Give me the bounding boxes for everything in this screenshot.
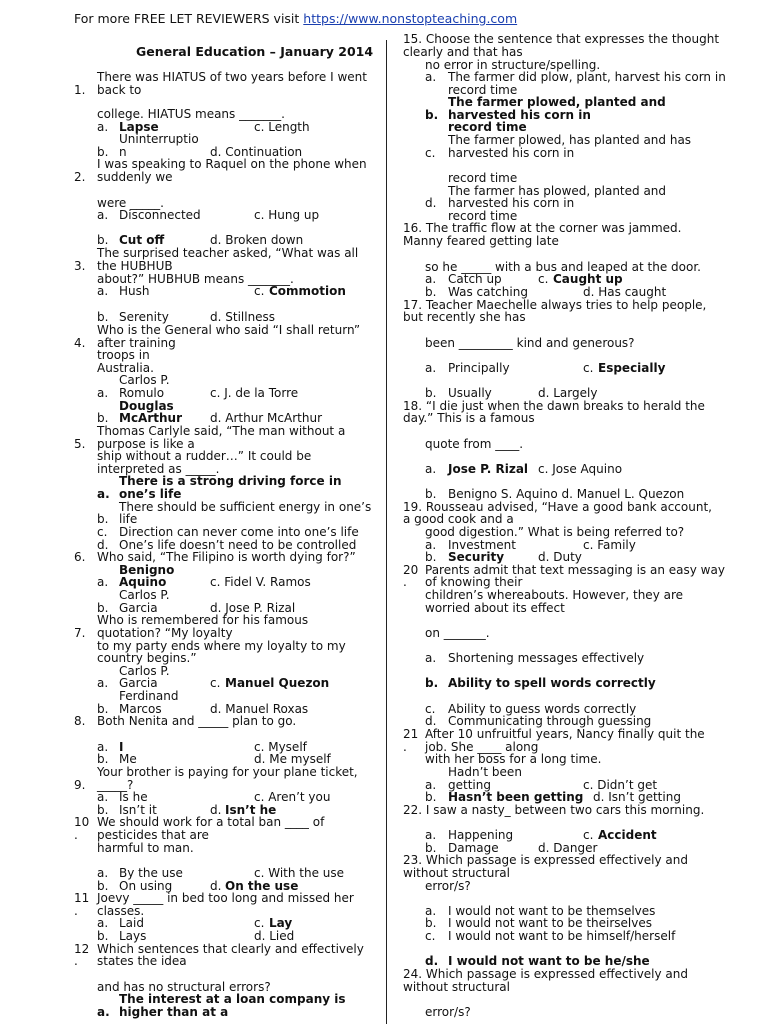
text-line: c. [254,916,265,930]
text-line: life [119,512,138,526]
text-line: purpose is like a [97,437,195,451]
text-line: b. [97,145,109,159]
text-line: n [119,145,127,159]
text-line: a. [97,916,109,930]
text-line: b. [425,386,437,400]
text-line: job. She ____ along [425,740,539,754]
text-line: without structural [403,866,510,880]
text-line: I [119,740,124,754]
text-line: were _____. [97,196,164,210]
text-line: d. Largely [538,386,598,400]
text-line: Jose P. Rizal [448,462,529,476]
text-line: children’s whereabouts. However, they are [425,588,684,602]
text-line: I would not want to be themselves [448,904,656,918]
text-line: We should work for a total ban ____ of [97,815,325,829]
text-line: but recently she has [403,310,526,324]
text-line: Hasn’t been getting [448,790,584,804]
text-line: suddenly we [97,170,173,184]
text-line: Me [119,752,137,766]
text-line: Catch up [448,272,502,286]
text-line: c. [210,676,221,690]
text-line: record time [448,209,518,223]
text-line: b. [425,285,437,299]
text-line: a. [425,462,437,476]
text-line: quote from ____. [425,437,524,451]
text-line: 8. [74,714,86,728]
text-line: Carlos P. [119,373,170,387]
text-line: c. [425,146,436,160]
text-line: a. [97,790,109,804]
text-line: d. Me myself [254,752,331,766]
text-line: a. [97,487,110,501]
text-line: higher than at a [119,1005,229,1019]
text-line: Lay [269,916,293,930]
text-line: harvested his corn in [448,146,575,160]
text-line: a. [97,676,109,690]
text-line: a. [425,778,437,792]
text-line: Investment [448,538,516,552]
text-line: Lays [119,929,147,943]
text-line: without structural [403,980,510,994]
text-line: Douglas [119,399,174,413]
text-line: Manuel Quezon [225,676,330,690]
text-line: b. [425,487,437,501]
text-line: 24. Which passage is expressed effectively and [403,967,689,981]
text-line: c. [254,284,265,298]
text-line: On using [119,879,173,893]
text-line: harvested his corn in [448,196,575,210]
text-line: a. [425,904,437,918]
text-line: error/s? [425,1005,471,1019]
text-line: d. Isn’t getting [593,790,681,804]
text-line: Who is remembered for his famous [97,613,309,627]
text-line: a. [425,272,437,286]
text-line: a. [425,361,437,375]
text-line: Carlos P. [119,664,170,678]
text-line: a. [425,651,437,665]
text-line: 3. [74,259,86,273]
text-line: 11 [74,891,90,905]
text-line: b. [425,790,437,804]
text-line: 9. [74,778,86,792]
text-line: c. Jose Aquino [538,462,623,476]
text-line: b. [97,512,109,526]
text-line: a. [97,575,109,589]
text-line: Ability to guess words correctly [448,702,637,716]
text-line: Communicating through guessing [448,714,652,728]
text-line: Australia. [97,361,154,375]
text-line: c. [583,361,594,375]
text-line: c. Aren’t you [254,790,331,804]
text-line: clearly and that has [403,45,523,59]
text-line: 17. Teacher Maechelle always tries to help people, [403,298,707,312]
text-line: Carlos P. [119,588,170,602]
text-line: Happening [448,828,514,842]
column-divider [386,40,387,1024]
text-line: error/s? [425,879,471,893]
text-line: d. Duty [538,550,582,564]
text-line: 4. [74,336,86,350]
text-line: Lapse [119,120,159,134]
text-line: states the idea [97,954,187,968]
text-line: b. [97,233,109,247]
text-line: c. [97,525,108,539]
text-line: d. Broken down [210,233,304,247]
text-line: . [74,828,78,842]
text-line: on _______. [425,626,490,640]
text-line: b. [97,310,109,324]
text-line: After 10 unfruitful years, Nancy finally quit the [425,727,705,741]
text-line: Damage [448,841,499,855]
text-line: Caught up [553,272,623,286]
text-line: Hush [119,284,150,298]
text-line: There should be sufficient energy in one’s [119,500,372,514]
text-line: a. [425,828,437,842]
text-line: Who said, “The Filipino is worth dying for?” [97,550,356,564]
text-line: Marcos [119,702,162,716]
text-line: Garcia [119,676,158,690]
text-line: after training [97,336,176,350]
text-line: The farmer has plowed, planted and [448,184,667,198]
text-line: There was HIATUS of two years before I went [97,70,367,84]
text-line: 1. [74,83,86,97]
text-line: d. [210,803,222,817]
text-line: a. [97,386,109,400]
text-line: 19. Rousseau advised, “Have a good bank account, [403,500,712,514]
text-line: country begins.” [97,651,197,665]
text-line: college. HIATUS means _______. [97,107,285,121]
text-line: d. [97,538,109,552]
text-line: Who is the General who said “I shall return” [97,323,361,337]
text-line: c. With the use [254,866,345,880]
text-line: d. Stillness [210,310,276,324]
text-line: Principally [448,361,510,375]
text-line: I would not want to be himself/herself [448,929,676,943]
text-line: no error in structure/spelling. [425,58,601,72]
text-line: By the use [119,866,183,880]
website-link[interactable]: https://www.nonstopteaching.com [303,11,518,26]
text-line: There is a strong driving force in [119,474,342,488]
text-line: Cut off [119,233,165,247]
text-line: 16. The traffic flow at the corner was jammed. [403,221,682,235]
text-line: b. [425,550,437,564]
text-line: Direction can never come into one’s life [119,525,359,539]
text-line: Hadn’t been [448,765,522,779]
text-line: Manny feared getting late [403,234,559,248]
text-line: 2. [74,170,86,184]
text-line: The surprised teacher asked, “What was all [97,246,359,260]
text-line: record time [448,83,518,97]
text-line: b. [97,411,109,425]
text-line: Which sentences that clearly and effectively [97,942,364,956]
text-line: 21 [403,727,419,741]
text-line: a. [97,866,109,880]
text-line: . [403,575,407,589]
text-line: 20 [403,563,419,577]
text-line: b. [97,702,109,716]
text-line: b. [97,752,109,766]
text-line: The farmer plowed, planted and [448,95,666,109]
text-line: 10 [74,815,90,829]
text-line: The farmer plowed, has planted and has [448,133,692,147]
text-line: c. Family [583,538,636,552]
text-line: b. [425,841,437,855]
text-line: Is he [119,790,148,804]
text-line: and has no structural errors? [97,980,271,994]
text-line: I would not want to be theirselves [448,916,652,930]
text-line: 6. [74,550,86,564]
text-line: Benigno [119,563,175,577]
text-line: c. Myself [254,740,307,754]
text-line: McArthur [119,411,182,425]
text-line: . [74,954,78,968]
text-line: so he _____ with a bus and leaped at the door. [425,260,701,274]
text-line: Parents admit that text messaging is an easy way [425,563,725,577]
text-line: c. Length [254,120,310,134]
text-line: getting [448,778,491,792]
text-line: c. Didn’t get [583,778,658,792]
text-line: a. [97,1005,110,1019]
text-line: 12 [74,942,90,956]
text-line: Especially [598,361,666,375]
text-line: b. [97,879,109,893]
text-line: with her boss for a long time. [425,752,602,766]
text-line: b. [425,916,437,930]
text-line: 22. I saw a nasty_ between two cars this morning. [403,803,705,817]
text-line: Isn’t it [119,803,157,817]
text-line: _____? [97,778,134,792]
text-line: Romulo [119,386,165,400]
text-line: One’s life doesn’t need to be controlled [119,538,357,552]
text-line: 18. “I die just when the dawn breaks to herald the [403,399,705,413]
text-line: d. Manuel Roxas [210,702,309,716]
text-line: General Education – January 2014 [136,44,374,59]
text-line: good digestion.” What is being referred to? [425,525,685,539]
text-line: c. Hung up [254,208,320,222]
text-line: Was catching [448,285,528,299]
text-line: ship without a rudder…” It could be [97,449,312,463]
text-line: worried about its effect [425,601,565,615]
text-line: harvested his corn in [448,108,591,122]
text-line: . [74,904,78,918]
text-line: Security [448,550,505,564]
text-line: been _________ kind and generous? [425,336,635,350]
text-line: pesticides that are [97,828,209,842]
text-line: classes. [97,904,145,918]
text-line: a. [97,120,109,134]
text-line: Laid [119,916,144,930]
text-line: record time [448,171,518,185]
text-line: a. [97,208,109,222]
text-line: a good cook and a [403,512,514,526]
text-line: Disconnected [119,208,201,222]
text-line: c. [425,702,436,716]
text-line: c. J. de la Torre [210,386,299,400]
text-line: I was speaking to Raquel on the phone when [97,157,367,171]
text-line: 23. Which passage is expressed effectively and [403,853,689,867]
text-line: 15. Choose the sentence that expresses the thought [403,32,720,46]
text-line: 5. [74,437,86,451]
text-line: Ferdinand [119,689,179,703]
text-line: day.” This is a famous [403,411,535,425]
text-line: back to [97,83,142,97]
text-line: Shortening messages effectively [448,651,645,665]
header-text: For more FREE LET REVIEWERS visit [74,11,304,26]
text-line: Accident [598,828,657,842]
text-line: Thomas Carlyle said, “The man without a [97,424,346,438]
text-line: c. [538,272,549,286]
text-line: Isn’t he [225,803,277,817]
text-line: . [403,740,407,754]
text-line: b. [97,803,109,817]
text-line: Both Nenita and _____ plan to go. [97,714,297,728]
text-line: d. Continuation [210,145,303,159]
text-line: Ability to spell words correctly [448,676,656,690]
text-line: troops in [97,348,150,362]
text-line: about?” HUBHUB means _______. [97,272,294,286]
text-line: d. [425,196,437,210]
text-line: b. [425,108,439,122]
text-line: Garcia [119,601,158,615]
text-line: a. [97,284,109,298]
text-line: d. [210,879,222,893]
text-line: a. [425,70,437,84]
text-line: of knowing their [425,575,523,589]
text-line: a. [97,740,109,754]
text-line: interpreted as _____. [97,462,220,476]
text-line: Aquino [119,575,167,589]
text-line: record time [448,120,527,134]
text-line: d. Jose P. Rizal [210,601,296,615]
text-line: Your brother is paying for your plane ticket, [97,765,358,779]
page-header [74,11,517,26]
text-line: b. [97,929,109,943]
text-line: d. Arthur McArthur [210,411,322,425]
text-line: The interest at a loan company is [119,992,346,1006]
text-line: b. [425,676,439,690]
text-line: Joevy _____ in bed too long and missed her [97,891,354,905]
text-line: I would not want to be he/she [448,954,650,968]
text-line: one’s life [119,487,182,501]
text-line: Commotion [269,284,346,298]
text-line: Uninterruptio [119,132,199,146]
text-line: d. Danger [538,841,598,855]
text-line: the HUBHUB [97,259,173,273]
text-line: d. [425,954,439,968]
text-line: On the use [225,879,299,893]
text-line: Usually [448,386,492,400]
text-line: Serenity [119,310,169,324]
text-line: b. [97,601,109,615]
text-line: quotation? “My loyalty [97,626,233,640]
text-line: c. [425,929,436,943]
text-line: c. Fidel V. Ramos [210,575,311,589]
text-line: a. [425,538,437,552]
text-line: d. Has caught [583,285,667,299]
text-line: 7. [74,626,86,640]
text-line: to my party ends where my loyalty to my [97,639,346,653]
text-line: d. Lied [254,929,295,943]
text-line: harmful to man. [97,841,194,855]
text-line: The farmer did plow, plant, harvest his corn in [448,70,726,84]
text-line: d. [425,714,437,728]
text-line: c. [583,828,594,842]
text-line: Benigno S. Aquino d. Manuel L. Quezon [448,487,685,501]
